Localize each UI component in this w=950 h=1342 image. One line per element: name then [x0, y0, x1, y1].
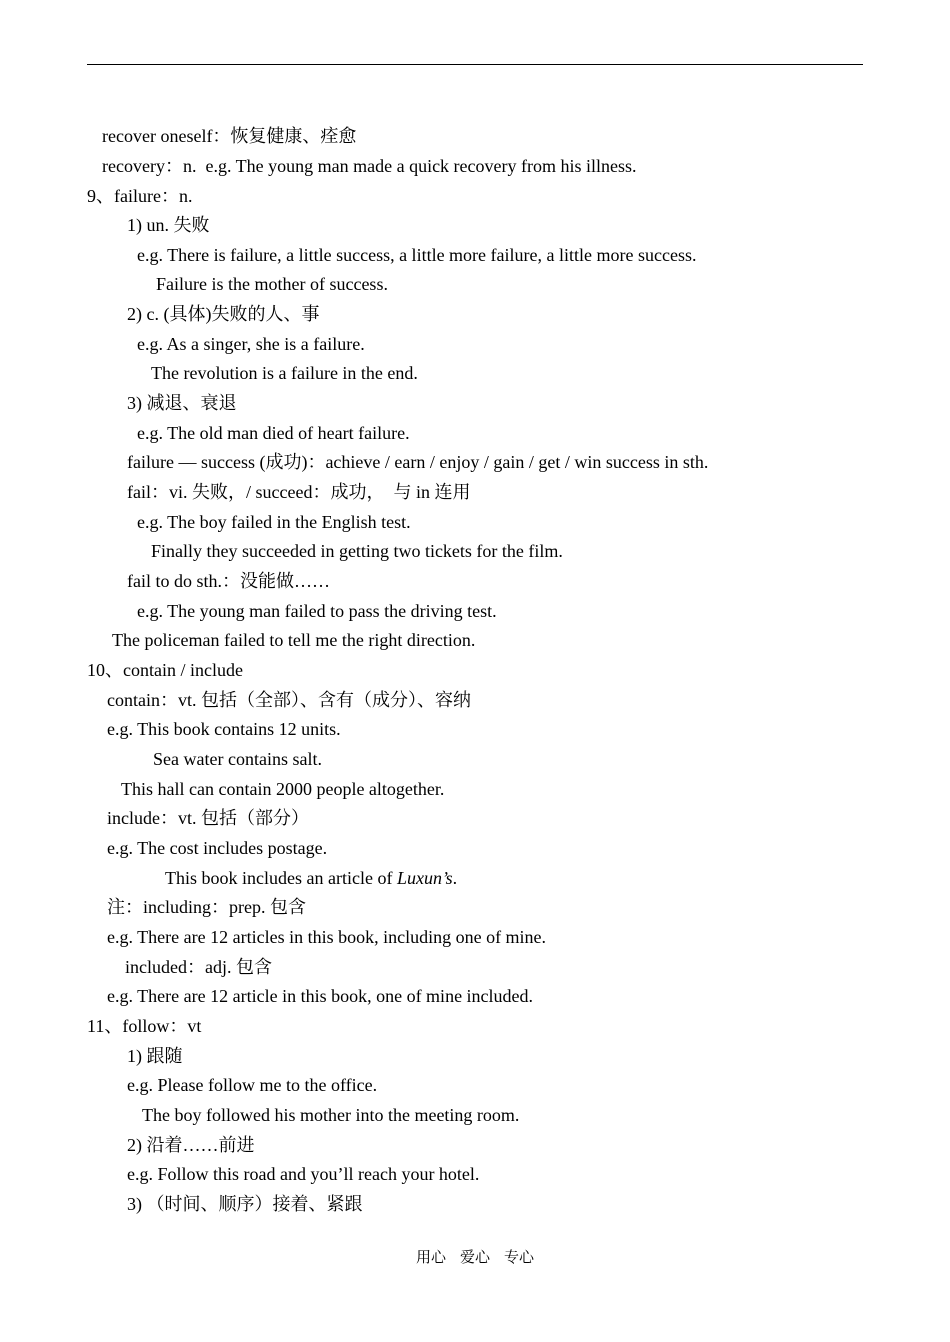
text-line: This hall can contain 2000 people altogether. — [121, 779, 445, 799]
section-heading: 11、follow：vt — [87, 1016, 202, 1036]
page-footer — [0, 1246, 950, 1267]
text-line: contain：vt. 包括（全部）、含有（成分）、容纳 — [107, 690, 471, 710]
text-line: The revolution is a failure in the end. — [151, 363, 418, 383]
text-line: 3) （时间、顺序）接着、紧跟 — [127, 1194, 363, 1214]
text-line: e.g. There are 12 articles in this book, including one of mine. — [107, 927, 547, 947]
text-line: 3) 减退、衰退 — [127, 393, 237, 413]
text-line: recovery：n. e.g. The young man made a quick recovery from his illness. — [102, 156, 637, 176]
footer-word: 专心 — [504, 1250, 535, 1266]
text-line: 1) un. 失败 — [127, 215, 210, 235]
text-segment: . — [452, 868, 458, 888]
text-line: e.g. This book contains 12 units. — [107, 719, 341, 739]
text-line: Failure is the mother of success. — [156, 274, 388, 294]
text-line: 1) 跟随 — [127, 1046, 183, 1066]
text-line: e.g. There are 12 article in this book, one of mine included. — [107, 986, 534, 1006]
text-line: Finally they succeeded in getting two tickets for the film. — [151, 541, 563, 561]
header-rule — [87, 64, 863, 65]
text-line: 2) c. (具体)失败的人、事 — [127, 304, 320, 324]
text-line: e.g. As a singer, she is a failure. — [137, 334, 365, 354]
text-line: failure — success (成功)：achieve / earn / enjoy / gain / get / win success in sth. — [127, 452, 709, 472]
text-line: include：vt. 包括（部分） — [107, 808, 309, 828]
text-line: The boy followed his mother into the meeting room. — [142, 1105, 520, 1125]
text-line: The policeman failed to tell me the right direction. — [112, 630, 476, 650]
text-line: e.g. Please follow me to the office. — [127, 1075, 378, 1095]
text-line: Sea water contains salt. — [153, 749, 322, 769]
text-line: e.g. The boy failed in the English test. — [137, 512, 411, 532]
text-line: e.g. The cost includes postage. — [107, 838, 328, 858]
text-line: fail：vi. 失败，/ succeed：成功， 与 in 连用 — [127, 482, 471, 502]
section-heading: 9、failure：n. — [87, 186, 193, 206]
section-heading: 10、contain / include — [87, 660, 243, 680]
text-line — [165, 867, 457, 889]
footer-word: 用心 — [415, 1250, 446, 1266]
footer-word: 爱心 — [459, 1250, 490, 1266]
text-line: e.g. The old man died of heart failure. — [137, 423, 410, 443]
text-line: e.g. The young man failed to pass the driving test. — [137, 601, 497, 621]
text-line: included：adj. 包含 — [125, 957, 272, 977]
text-line: 2) 沿着……前进 — [127, 1135, 255, 1155]
text-line: 注：including：prep. 包含 — [107, 897, 306, 917]
text-line: e.g. Follow this road and you’ll reach your hotel. — [127, 1164, 480, 1184]
text-line: e.g. There is failure, a little success, a little more failure, a little more success. — [137, 245, 697, 265]
text-segment: This book includes an article of — [165, 868, 397, 888]
text-line: recover oneself：恢复健康、痊愈 — [102, 126, 357, 146]
italic-name: Luxun’s — [396, 868, 453, 888]
text-line: fail to do sth.：没能做…… — [127, 571, 330, 591]
